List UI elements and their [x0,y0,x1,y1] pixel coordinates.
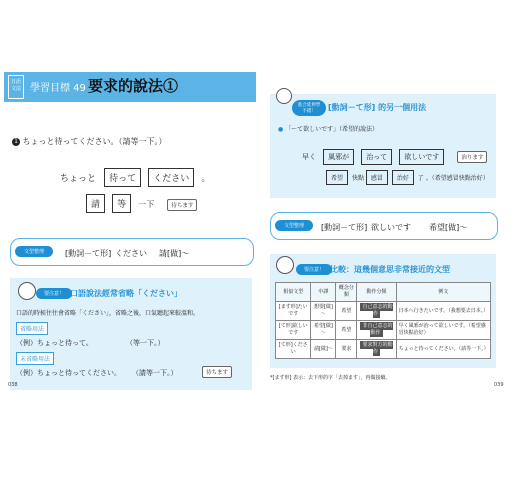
note-body: 口語的時候往往會省略「ください」，省略之後，口氣聽起來較溫和。 [16,310,200,317]
lesson-title: 要求的說法① [88,77,179,95]
table-cell: 要求 [336,340,357,359]
comparison-title: 比較：這幾個意思非常接近的文型 [330,265,450,274]
extension-panel [270,94,496,198]
summary-pill: 文型整理 [275,220,313,231]
right-page [264,62,516,392]
table-cell: 希望[做]～ [311,321,336,340]
trans-kuaidian: 快點 [351,175,364,182]
note-panel [10,278,252,390]
note-pill: 要注意！ [36,288,72,299]
full-example: （例）ちょっと待ってください。 [16,369,121,377]
table-header: 中譯 [311,283,336,302]
mascot-icon [276,256,294,274]
table-header: 概念分類 [336,283,357,302]
example-number: 1 [12,138,20,146]
table-row [276,302,491,321]
lesson-header [4,72,256,102]
learning-goal-label: 學習目標 49 [30,83,86,94]
summary-box [10,238,254,266]
extension-pill: 進合延伸學不錯！ [292,100,326,116]
trans-full: 。（希望感冒快點治好） [425,175,489,182]
segment-matte: 待って [104,168,141,187]
table-cell: [ます形]たいです [276,302,311,321]
word-hoshii: 欲しいです [399,149,444,165]
table-row [276,340,491,359]
dictionary-form-tag: 待ちます [167,199,197,211]
sentence-breakdown [60,166,210,187]
omit-translation: （等一下。） [126,339,165,347]
mascot-icon [276,88,292,104]
segment-kudasai: ください [148,168,194,187]
action-type: 要求對方的動作 [362,342,393,355]
page-number: 039 [494,382,504,388]
translation-qing: 請 [86,194,105,213]
summary-kudasai: ください [115,249,147,258]
summary-pill: 文型整理 [15,246,53,257]
footnote: *[ます形] 表示：去下形的字「去掉ます」，再做接續。 [270,375,391,381]
page-number: 038 [8,382,18,388]
comparison-pill: 要注意！ [296,264,332,275]
usage-bullet-text: 「～て欲しいです」（希望的說法） [285,126,379,133]
header-badge: 日語文法 [8,75,24,99]
summary-pattern: [動詞－て形] [321,223,368,232]
left-page [4,62,256,392]
comparison-table [275,282,491,359]
trans-le: 了 [417,175,424,182]
table-cell: 想要[做]～ [311,302,336,321]
action-type: 自己意志的動作 [362,304,393,317]
table-header: 相似文型 [276,283,311,302]
table-cell: [て形]欲しいです [276,321,311,340]
translation-yixia: 一下 [138,200,155,209]
table-cell: 早く風邪が治って欲しいです。（希望感冒快點治好） [396,321,490,340]
trans-zhihao: 治好 [392,170,414,185]
summary-box [270,212,498,240]
note-title: 口語說法經常省略「ください」 [70,289,182,298]
table-row [276,321,491,340]
word-hayaku: 早く [302,153,316,161]
translation-deng: 等 [112,194,131,213]
summary-pattern: [動詞－て形] [65,249,112,258]
table-cell: [て形]ください [276,340,311,359]
full-usage-tag: 未省略用法 [16,352,54,365]
table-header: 動作分類 [357,283,396,302]
trans-xiwang: 希望 [326,170,348,185]
comparison-panel [270,254,496,368]
usage-bullet: ● 「～て欲しいです」（希望的說法） [278,126,379,133]
table-cell: ちょっと待ってください。（請等一下。） [396,340,490,359]
segment-period: 。 [201,174,211,184]
summary-meaning: 希望[做]～ [429,223,468,232]
full-translation: （請等一下。） [132,369,178,377]
table-cell: 希望 [336,302,357,321]
table-cell: 請[做]～ [311,340,336,359]
table-cell: 希望 [336,321,357,340]
table-cell: 日本へ行きたいです。（我想要去日本。） [396,302,490,321]
trans-ganmao: 感冒 [366,170,388,185]
omit-usage-tag: 省略用法 [16,322,48,335]
table-header: 例文 [396,283,490,302]
action-type: 非自己意志的動作 [362,323,393,336]
example-sentence: ちょっと待ってください。（請等一下。） [22,137,167,146]
word-dictionary-tag: 治ります [457,151,487,163]
word-kaze: 風邪が [323,149,354,165]
example-1 [12,136,167,147]
mascot-icon [18,282,36,300]
translation-breakdown [86,192,197,213]
summary-meaning: 請[做]～ [159,249,190,258]
segment-chotto: ちょっと [60,174,97,184]
omit-example: （例）ちょっと待って。 [16,339,93,347]
extension-title: [動詞－て形] 的另一個用法 [328,103,427,112]
summary-hoshii: 欲しいです [371,223,411,232]
example-breakdown [302,144,487,165]
word-naotte: 治って [361,149,392,165]
table-header-row [276,283,491,302]
full-example-tag: 待ちます [202,366,232,378]
translation-breakdown [326,170,489,185]
